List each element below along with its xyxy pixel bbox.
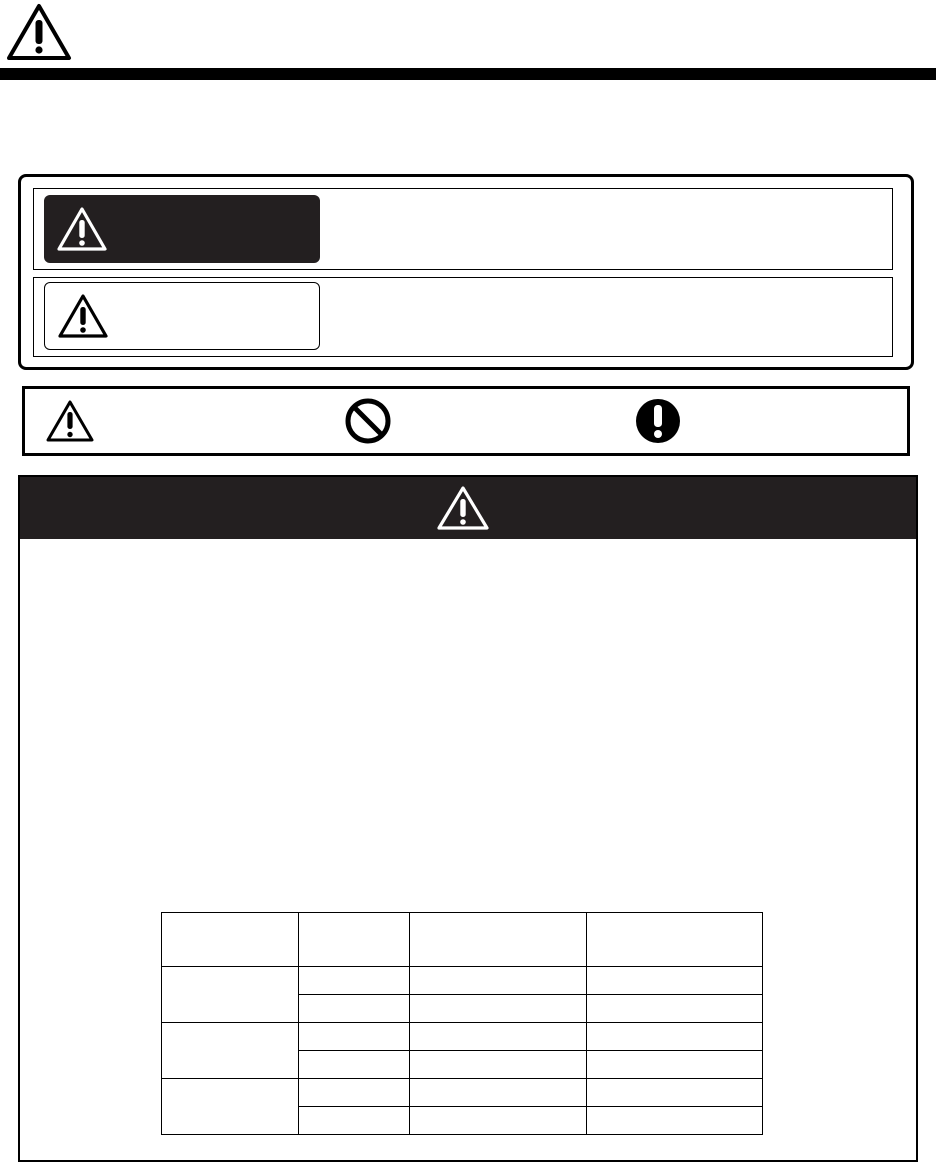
warning-panel — [18, 475, 918, 1162]
symbol-legend — [22, 386, 910, 456]
mandatory-action-icon — [633, 396, 683, 446]
signal-word-frame — [18, 174, 914, 370]
warning-triangle-icon — [57, 293, 109, 339]
table-cell — [410, 1079, 587, 1107]
safe-distance-table — [161, 912, 763, 1135]
warning-badge — [44, 195, 320, 263]
table-cell — [587, 1079, 763, 1107]
table-row — [162, 1023, 763, 1051]
table-cell — [410, 967, 587, 995]
table-header-row — [162, 913, 763, 967]
table-cell — [410, 1107, 587, 1135]
table-cell — [299, 1079, 410, 1107]
table-cell — [299, 1023, 410, 1051]
warning-triangle-icon — [56, 206, 108, 252]
table-cell — [299, 1051, 410, 1079]
table-cell — [410, 1051, 587, 1079]
table-cell — [299, 995, 410, 1023]
table-group-cell — [162, 967, 299, 1023]
table-cell — [299, 1107, 410, 1135]
table-row — [162, 967, 763, 995]
table-cell — [587, 1107, 763, 1135]
table-header-cell — [410, 913, 587, 967]
warning-triangle-icon — [45, 399, 95, 443]
signal-row-caution — [33, 277, 893, 357]
table-row — [162, 1079, 763, 1107]
caution-badge — [44, 282, 320, 350]
table-cell — [587, 1023, 763, 1051]
table-cell — [410, 1023, 587, 1051]
header-rule — [0, 68, 936, 80]
signal-row-warning — [33, 188, 893, 270]
table-cell — [410, 995, 587, 1023]
table-cell — [587, 995, 763, 1023]
symbol-item-prohibition — [343, 389, 403, 453]
header-warning-icon — [6, 2, 72, 62]
warning-triangle-icon — [436, 485, 490, 531]
prohibition-icon — [343, 396, 393, 446]
table-header-cell — [299, 913, 410, 967]
warning-panel-header — [20, 477, 916, 539]
table-header-cell — [587, 913, 763, 967]
table-cell — [587, 1051, 763, 1079]
table-header-cell — [162, 913, 299, 967]
table-cell — [299, 967, 410, 995]
symbol-item-warning — [45, 389, 105, 453]
table-group-cell — [162, 1023, 299, 1079]
table-group-cell — [162, 1079, 299, 1135]
symbol-item-mandatory — [633, 389, 693, 453]
table-cell — [587, 967, 763, 995]
